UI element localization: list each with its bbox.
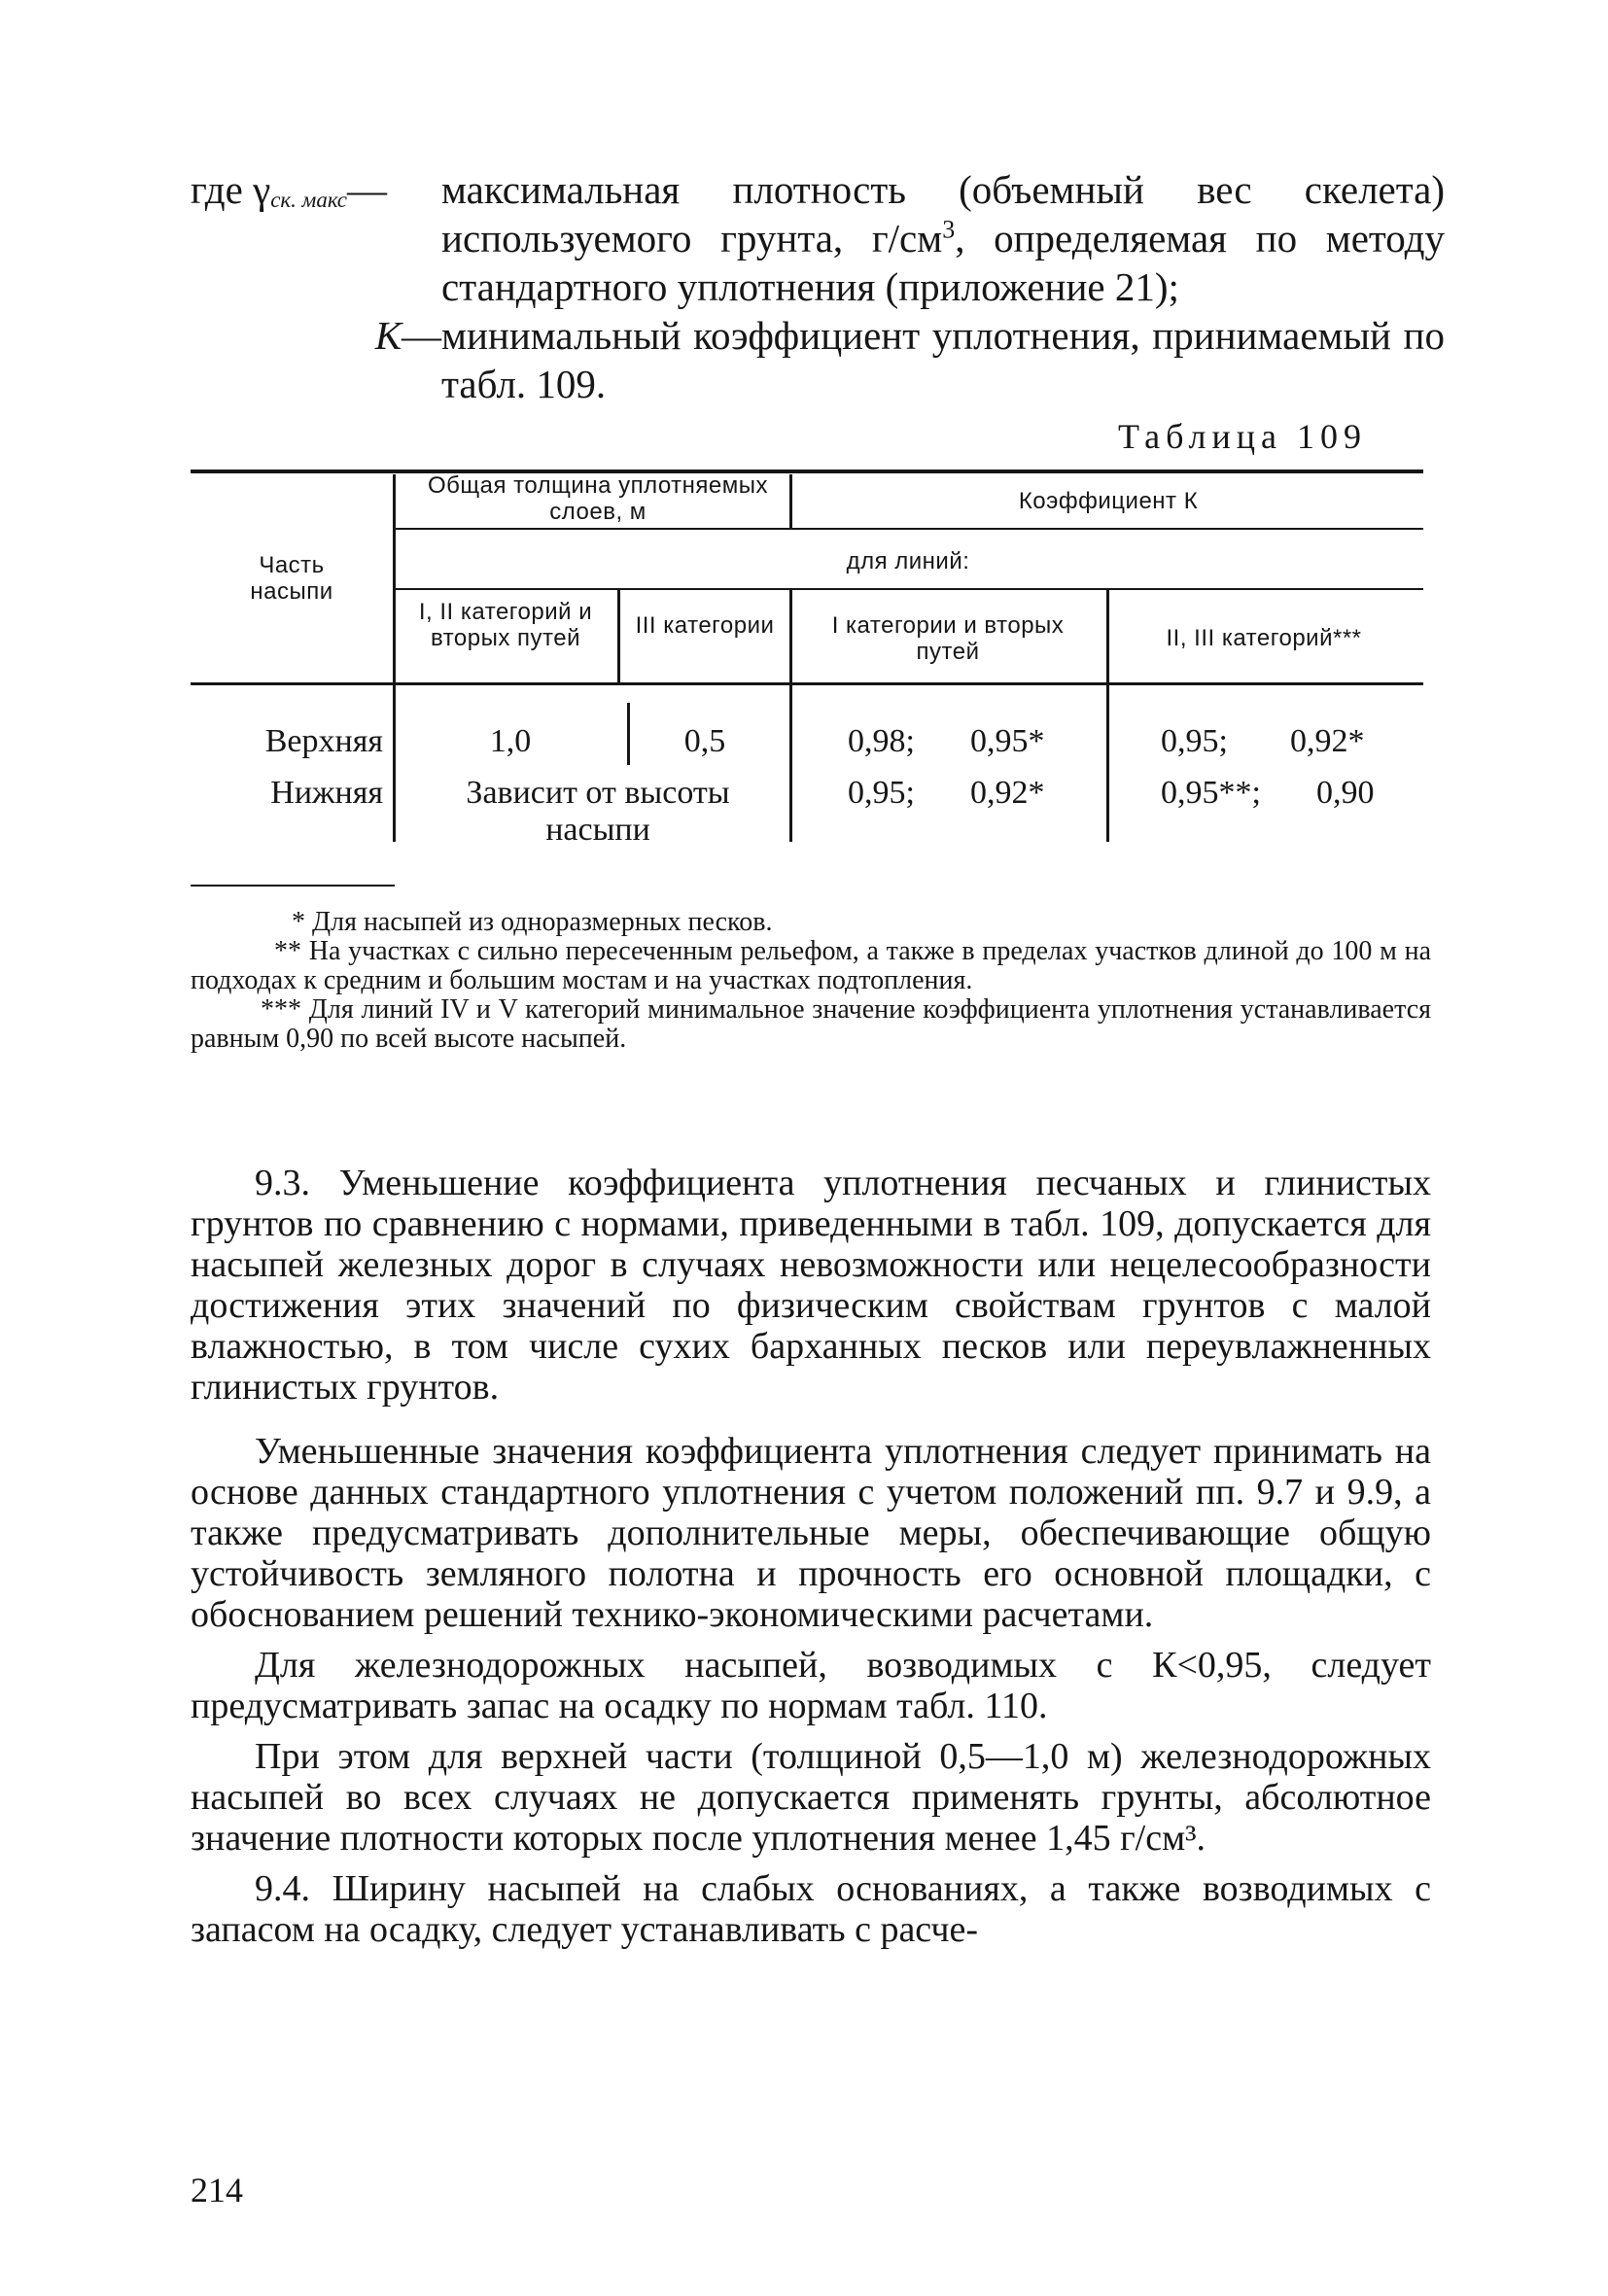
row-lower-k1a: 0,95; — [848, 775, 915, 811]
paragraph-9-4: 9.4. Ширину насыпей на слабых основаниях, а также возводимых с запасом на осадку, следует устанавливать с расче- — [191, 1868, 1431, 1950]
subscript: ск. макс — [270, 188, 347, 212]
paragraph: Уменьшенные значения коэффициента уплотнения следует принимать на основе данных стандартного уплотнения с учетом положений пп. 9.7 и 9.9, а также предусматривать дополнительные меры, обеспечивающие общую устойчивость земляного полотна и прочность его основной площадки, с обоснованием решений технико-экономическими расчетами. — [191, 1431, 1431, 1635]
col-divider-thickness-header — [789, 474, 792, 529]
header-cat12: I, II категорий и вторых путей — [418, 599, 593, 651]
row-upper-k2a: 0,95; — [1161, 723, 1228, 759]
row-upper-k2b: 0,92* — [1290, 723, 1365, 759]
definitions — [191, 165, 1445, 408]
header-cat23-coef: II, III категорий*** — [1166, 625, 1362, 651]
header-coef-divider — [393, 528, 1423, 530]
page-number: 214 — [191, 2171, 243, 2209]
row-upper-k1a: 0,98; — [848, 723, 915, 759]
header-for-lines: для линий: — [846, 548, 970, 574]
col-divider-t12-header — [617, 590, 620, 683]
paragraph-9-3: 9.3. Уменьшение коэффициента уплотнения песчаных и глинистых грунтов по сравнению с нормами, приведенными в табл. 109, допускается для насыпей железных дорог в случаях невозможности или нецелесообразности достижения этих значений по физическим свойствам грунтов с малой влажностью, в том числе сухих барханных песков или переувлажненных глинистых грунтов. — [191, 1163, 1431, 1408]
footnote-2: ** На участках с сильно пересеченным рельефом, а также в пределах участков длиной до 100 м на подходах к средним и большим мостам и на участках подтопления. — [191, 936, 1431, 995]
col-divider-coef — [1106, 590, 1109, 842]
header-cat3: III категории — [635, 612, 775, 639]
header-part: Часть насыпи — [250, 552, 333, 605]
footnote-rule — [191, 885, 395, 887]
col-divider-part — [393, 474, 396, 842]
body-text — [191, 1163, 1431, 1950]
header-cat1-coef: I категории и вторых путей — [831, 612, 1065, 665]
definition-term: К— — [374, 313, 441, 358]
footnote-3: *** Для линий IV и V категорий минимальное значение коэффициента уплотнения устанавливается равным 0,90 по всей высоте насыпей. — [191, 994, 1431, 1054]
row-lower-thickness: Зависит от высоты насыпи — [466, 775, 730, 848]
table-top-rule — [191, 470, 1423, 473]
definition-text: минимальный коэффициент уплотнения, принимаемый по табл. 109. — [441, 313, 1445, 406]
header-thickness: Общая толщина уплотняемых слоев, м — [427, 472, 769, 525]
table-title: Таблица 109 — [1118, 417, 1367, 456]
row-upper-t3: 0,5 — [683, 723, 726, 759]
row-upper-t12: 1,0 — [489, 723, 532, 759]
col-divider-thickness — [789, 590, 792, 842]
definition-text: максимальная плотность (объемный вес скелета) используемого грунта, $г/см^3$, определяемая по методу стандартного уплотнения (приложение 21); — [441, 167, 1445, 309]
definition-term: где γск. макс— — [191, 167, 387, 212]
footnote-1: * Для насыпей из одноразмерных песков. — [292, 907, 773, 937]
row-upper-k1b: 0,95* — [970, 723, 1045, 759]
row-lower-k1b: 0,92* — [970, 775, 1045, 811]
row-lower-k2a: 0,95**; — [1161, 775, 1261, 811]
footnotes — [191, 908, 1431, 1054]
definition-gamma — [191, 165, 1445, 311]
col-divider-t12-data — [627, 703, 630, 765]
row-lower-k2b: 0,90 — [1316, 775, 1375, 811]
paragraph: Для железнодорожных насыпей, возводимых с К<0,95, следует предусматривать запас на осадку по нормам табл. 110. — [191, 1645, 1431, 1726]
row-part-upper: Верхняя — [264, 723, 383, 759]
header-lines-divider — [393, 588, 1423, 590]
definition-k — [191, 311, 1445, 408]
paragraph: При этом для верхней части (толщиной 0,5—1,0 м) железнодорожных насыпей во всех случаях не допускается применять грунты, абсолютное значение плотности которых после уплотнения менее 1,45 г/см³. — [191, 1736, 1431, 1859]
row-part-lower: Нижняя — [270, 775, 383, 811]
header-coefficient: Коэффициент К — [1018, 488, 1199, 514]
header-bottom-rule — [191, 682, 1423, 685]
